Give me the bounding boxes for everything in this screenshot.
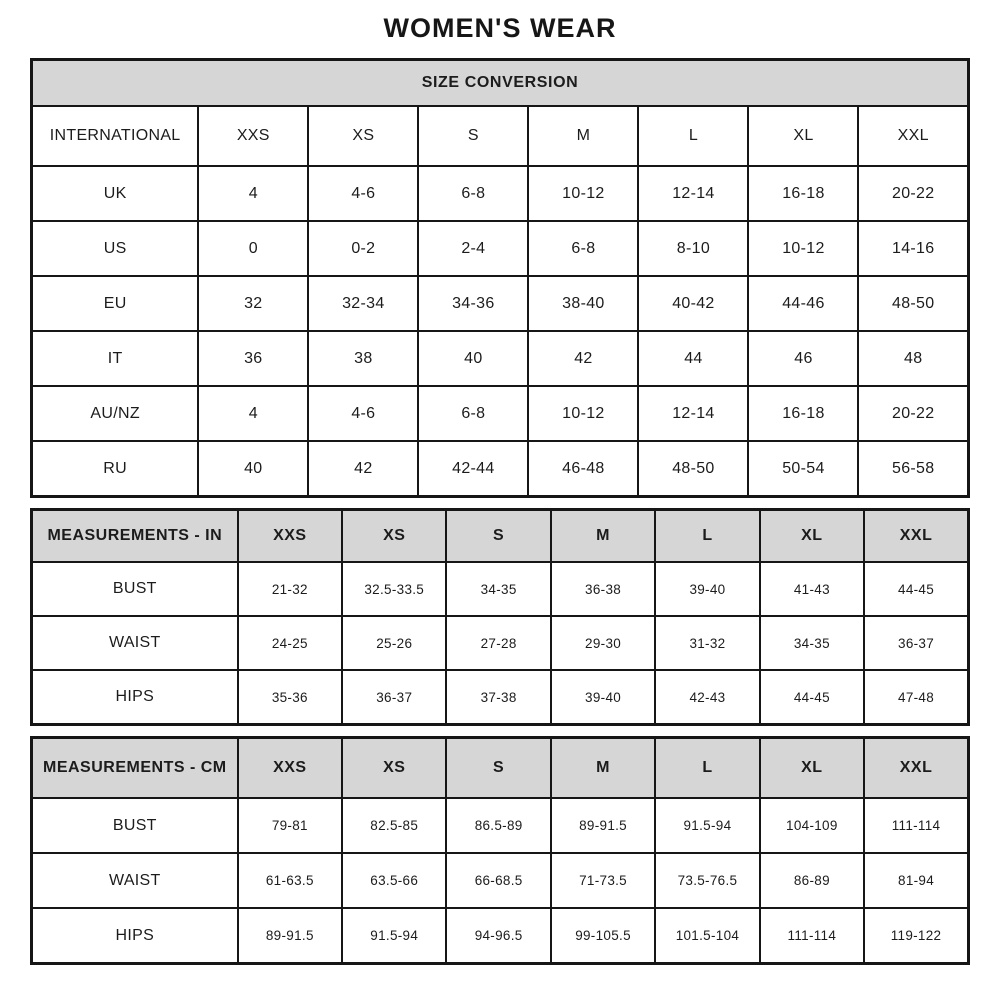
table-row-it (32, 331, 969, 386)
cell: 47-48 (864, 670, 968, 725)
cell: 20-22 (858, 386, 968, 441)
cell: 42-44 (418, 441, 528, 497)
row-label: IT (32, 331, 199, 386)
cell: 89-91.5 (238, 908, 342, 964)
cell: 44-45 (864, 562, 968, 616)
header-cell-measurements-cm: MEASUREMENTS - CM (32, 738, 238, 799)
cell: 29-30 (551, 616, 655, 670)
cell: 36-37 (864, 616, 968, 670)
cell: 99-105.5 (551, 908, 655, 964)
row-label: US (32, 221, 199, 276)
row-label: WAIST (32, 616, 238, 670)
cell: 73.5-76.5 (655, 853, 759, 908)
cell: 89-91.5 (551, 798, 655, 853)
header-cell-xl: XL (760, 738, 864, 799)
cell: 4 (198, 386, 308, 441)
table-row-waist-cm (32, 853, 969, 908)
cell: 48-50 (858, 276, 968, 331)
cell: 36-38 (551, 562, 655, 616)
header-cell-xxs: XXS (198, 106, 308, 166)
measurements-cm-table (30, 736, 970, 965)
cell: 12-14 (638, 166, 748, 221)
table-row-aunz (32, 386, 969, 441)
cell: 111-114 (760, 908, 864, 964)
header-cell-l: L (638, 106, 748, 166)
cell: 48-50 (638, 441, 748, 497)
row-label: UK (32, 166, 199, 221)
header-cell-measurements-in: MEASUREMENTS - IN (32, 510, 238, 563)
cell: 4-6 (308, 166, 418, 221)
cell: 119-122 (864, 908, 968, 964)
cell: 25-26 (342, 616, 446, 670)
cell: 4 (198, 166, 308, 221)
table-row-uk (32, 166, 969, 221)
cell: 46-48 (528, 441, 638, 497)
row-label: HIPS (32, 908, 238, 964)
header-cell-xs: XS (342, 738, 446, 799)
cell: 81-94 (864, 853, 968, 908)
size-conversion-title: SIZE CONVERSION (32, 60, 969, 107)
table-row-eu (32, 276, 969, 331)
cell: 71-73.5 (551, 853, 655, 908)
row-label: RU (32, 441, 199, 497)
table-row-ru (32, 441, 969, 497)
header-cell-xs: XS (308, 106, 418, 166)
cell: 40-42 (638, 276, 748, 331)
row-label: AU/NZ (32, 386, 199, 441)
cell: 91.5-94 (342, 908, 446, 964)
cell: 48 (858, 331, 968, 386)
cell: 16-18 (748, 386, 858, 441)
header-cell-xxl: XXL (864, 738, 968, 799)
cell: 101.5-104 (655, 908, 759, 964)
cell: 42 (528, 331, 638, 386)
cell: 50-54 (748, 441, 858, 497)
measurements-in-header-row (32, 510, 969, 563)
cell: 44-46 (748, 276, 858, 331)
cell: 12-14 (638, 386, 748, 441)
cell: 111-114 (864, 798, 968, 853)
header-cell-xxl: XXL (864, 510, 968, 563)
cell: 0-2 (308, 221, 418, 276)
cell: 10-12 (748, 221, 858, 276)
header-cell-xxs: XXS (238, 510, 342, 563)
cell: 40 (198, 441, 308, 497)
table-row-us (32, 221, 969, 276)
cell: 41-43 (760, 562, 864, 616)
header-cell-xl: XL (760, 510, 864, 563)
cell: 44-45 (760, 670, 864, 725)
cell: 14-16 (858, 221, 968, 276)
size-conversion-header-row (32, 106, 969, 166)
cell: 10-12 (528, 386, 638, 441)
cell: 27-28 (446, 616, 550, 670)
header-cell-l: L (655, 510, 759, 563)
cell: 24-25 (238, 616, 342, 670)
cell: 39-40 (551, 670, 655, 725)
row-label: HIPS (32, 670, 238, 725)
cell: 86.5-89 (446, 798, 550, 853)
header-cell-xxl: XXL (858, 106, 968, 166)
cell: 6-8 (418, 166, 528, 221)
cell: 31-32 (655, 616, 759, 670)
row-label: BUST (32, 562, 238, 616)
cell: 6-8 (528, 221, 638, 276)
header-cell-xxs: XXS (238, 738, 342, 799)
cell: 4-6 (308, 386, 418, 441)
cell: 36-37 (342, 670, 446, 725)
header-cell-xl: XL (748, 106, 858, 166)
header-cell-s: S (418, 106, 528, 166)
cell: 66-68.5 (446, 853, 550, 908)
cell: 36 (198, 331, 308, 386)
measurements-cm-header-row (32, 738, 969, 799)
cell: 38 (308, 331, 418, 386)
header-cell-international: INTERNATIONAL (32, 106, 199, 166)
cell: 6-8 (418, 386, 528, 441)
page-title: WOMEN'S WEAR (383, 13, 617, 43)
cell: 104-109 (760, 798, 864, 853)
cell: 37-38 (446, 670, 550, 725)
cell: 10-12 (528, 166, 638, 221)
cell: 2-4 (418, 221, 528, 276)
cell: 44 (638, 331, 748, 386)
cell: 32 (198, 276, 308, 331)
cell: 16-18 (748, 166, 858, 221)
measurements-in-table (30, 508, 970, 726)
cell: 21-32 (238, 562, 342, 616)
cell: 61-63.5 (238, 853, 342, 908)
cell: 32-34 (308, 276, 418, 331)
header-cell-m: M (551, 738, 655, 799)
header-cell-s: S (446, 738, 550, 799)
cell: 91.5-94 (655, 798, 759, 853)
table-row-bust-cm (32, 798, 969, 853)
cell: 34-35 (446, 562, 550, 616)
row-label: WAIST (32, 853, 238, 908)
cell: 56-58 (858, 441, 968, 497)
table-row-hips-cm (32, 908, 969, 964)
header-cell-m: M (551, 510, 655, 563)
table-row-hips-in (32, 670, 969, 725)
size-conversion-title-row (32, 60, 969, 107)
cell: 63.5-66 (342, 853, 446, 908)
cell: 42-43 (655, 670, 759, 725)
cell: 8-10 (638, 221, 748, 276)
cell: 34-36 (418, 276, 528, 331)
cell: 0 (198, 221, 308, 276)
cell: 40 (418, 331, 528, 386)
row-label: EU (32, 276, 199, 331)
cell: 34-35 (760, 616, 864, 670)
table-row-bust-in (32, 562, 969, 616)
cell: 86-89 (760, 853, 864, 908)
cell: 35-36 (238, 670, 342, 725)
cell: 38-40 (528, 276, 638, 331)
table-row-waist-in (32, 616, 969, 670)
cell: 94-96.5 (446, 908, 550, 964)
cell: 32.5-33.5 (342, 562, 446, 616)
header-cell-l: L (655, 738, 759, 799)
header-cell-xs: XS (342, 510, 446, 563)
cell: 20-22 (858, 166, 968, 221)
header-cell-m: M (528, 106, 638, 166)
header-cell-s: S (446, 510, 550, 563)
cell: 82.5-85 (342, 798, 446, 853)
row-label: BUST (32, 798, 238, 853)
cell: 42 (308, 441, 418, 497)
cell: 46 (748, 331, 858, 386)
cell: 79-81 (238, 798, 342, 853)
size-conversion-table (30, 58, 970, 498)
cell: 39-40 (655, 562, 759, 616)
